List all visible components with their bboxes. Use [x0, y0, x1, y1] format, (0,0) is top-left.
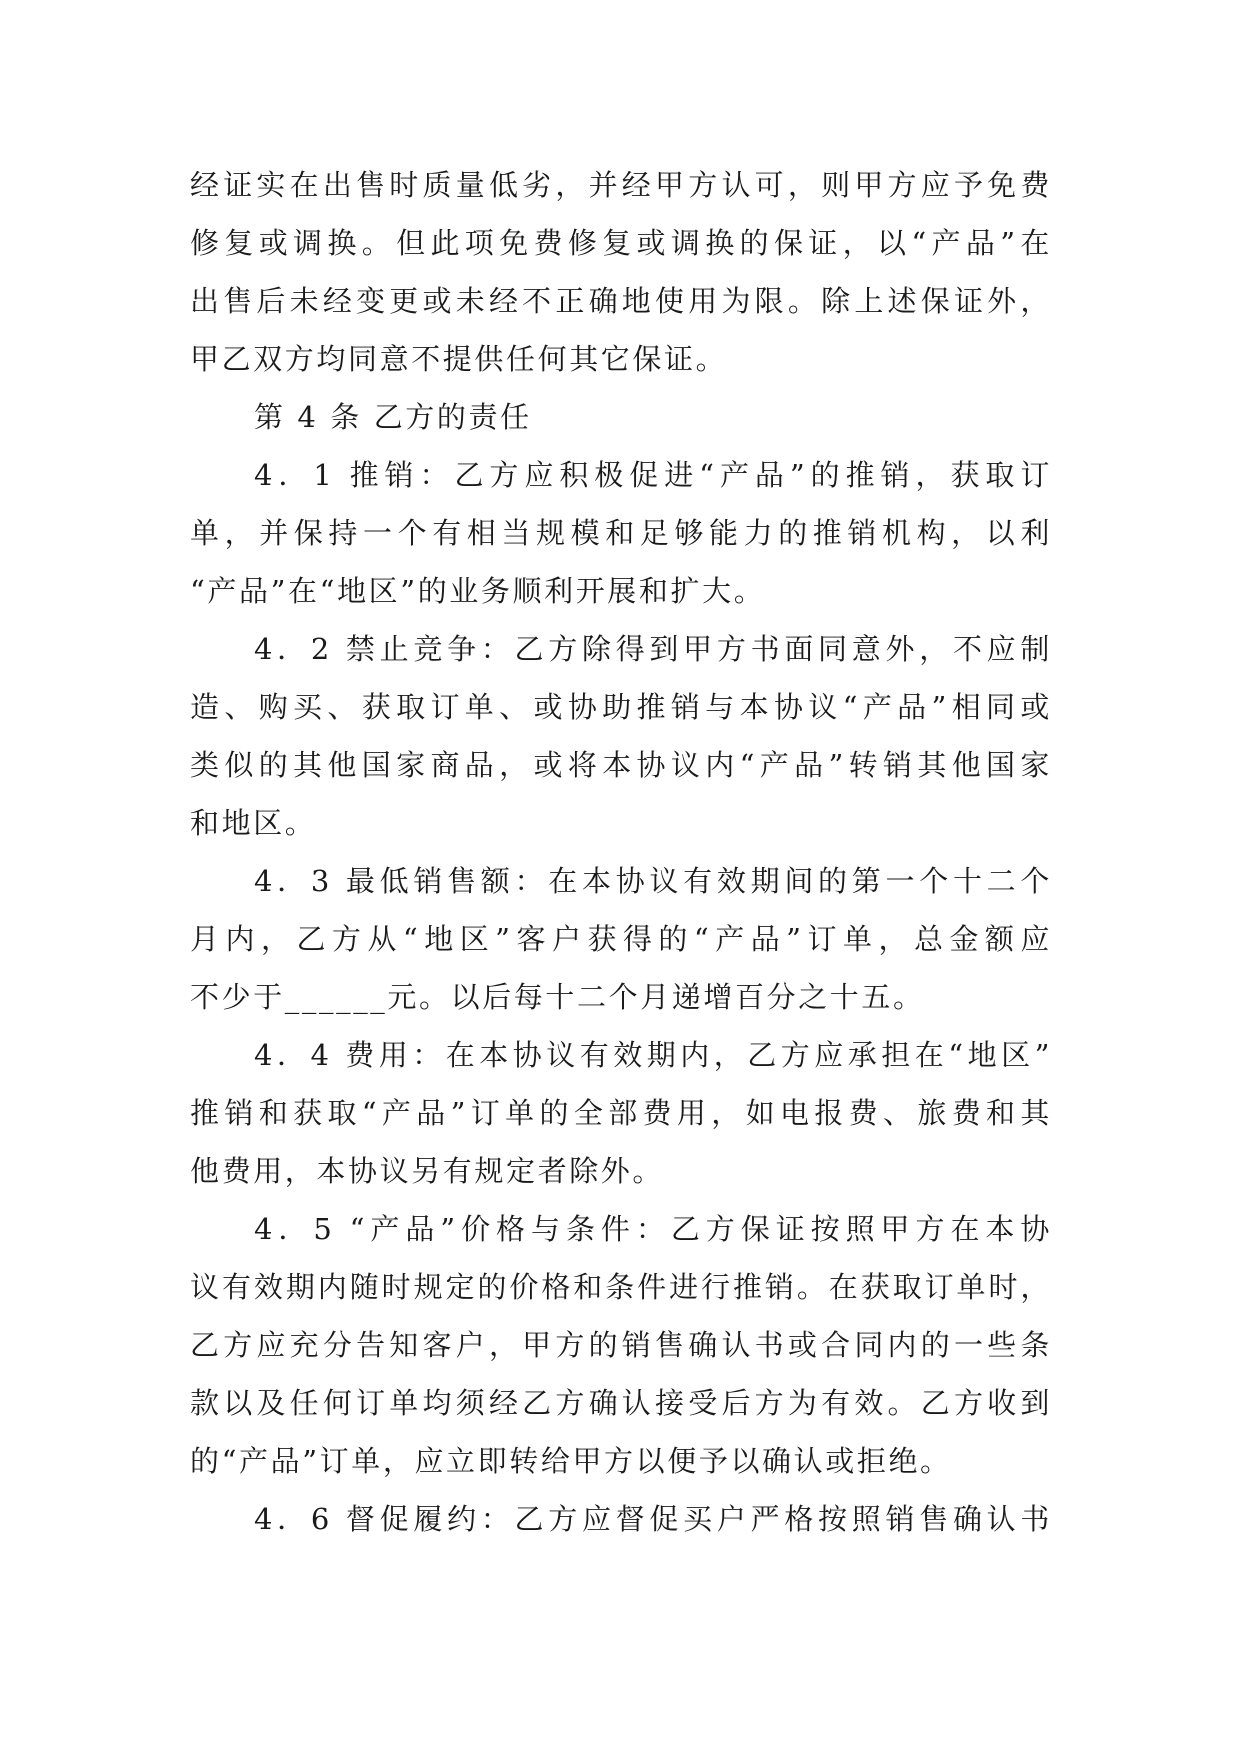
text-line: 月内，乙方从“地区”客户获得的“产品”订单，总金额应 — [190, 922, 1052, 956]
text-line: 造、购买、获取订单、或协助推销与本协议“产品”相同或 — [190, 690, 1052, 724]
clause-heading-line: 4．1 推销：乙方应积极促进“产品”的推销，获取订 — [254, 458, 1052, 492]
section-heading: 第 4 条 乙方的责任 — [254, 400, 532, 434]
text-line: 不少于______元。以后每十二个月递增百分之十五。 — [190, 980, 925, 1014]
text-line: 甲乙双方均同意不提供任何其它保证。 — [190, 342, 728, 376]
text-line: “产品”在“地区”的业务顺利开展和扩大。 — [190, 574, 766, 608]
document-body — [190, 156, 1052, 1548]
text-line: 乙方应充分告知客户，甲方的销售确认书或合同内的一些条 — [190, 1328, 1052, 1362]
text-line: 和地区。 — [190, 806, 317, 840]
text-line: 出售后未经变更或未经不正确地使用为限。除上述保证外， — [190, 284, 1052, 318]
text-line: 他费用，本协议另有规定者除外。 — [190, 1154, 665, 1188]
text-line: 单，并保持一个有相当规模和足够能力的推销机构，以利 — [190, 516, 1052, 550]
text-line: 款以及任何订单均须经乙方确认接受后方为有效。乙方收到 — [190, 1386, 1052, 1420]
text-line: 类似的其他国家商品，或将本协议内“产品”转销其他国家 — [190, 748, 1052, 782]
clause-heading-line: 4．5 “产品”价格与条件：乙方保证按照甲方在本协 — [254, 1212, 1052, 1246]
clause-heading-line: 4．2 禁止竞争：乙方除得到甲方书面同意外，不应制 — [254, 632, 1052, 666]
clause-heading-line: 4．3 最低销售额：在本协议有效期间的第一个十二个 — [254, 864, 1052, 898]
text-line: 经证实在出售时质量低劣，并经甲方认可，则甲方应予免费 — [190, 168, 1052, 202]
text-line: 的“产品”订单，应立即转给甲方以便予以确认或拒绝。 — [190, 1444, 952, 1478]
text-line: 修复或调换。但此项免费修复或调换的保证，以“产品”在 — [190, 226, 1052, 260]
text-line: 推销和获取“产品”订单的全部费用，如电报费、旅费和其 — [190, 1096, 1052, 1130]
text-line: 议有效期内随时规定的价格和条件进行推销。在获取订单时， — [190, 1270, 1052, 1304]
clause-heading-line: 4．6 督促履约：乙方应督促买户严格按照销售确认书 — [254, 1502, 1052, 1536]
clause-heading-line: 4．4 费用：在本协议有效期内，乙方应承担在“地区” — [254, 1038, 1052, 1072]
